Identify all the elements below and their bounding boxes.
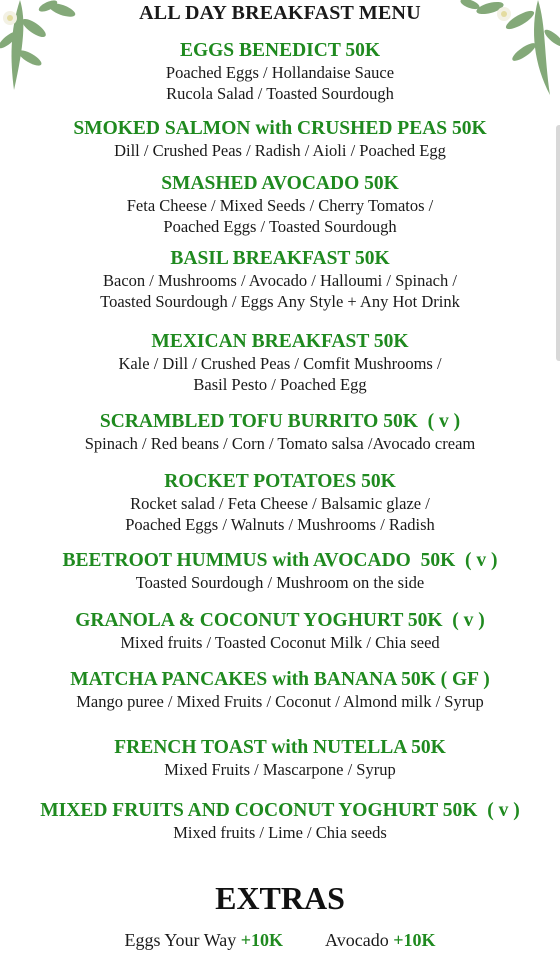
menu-item-desc: Poached Eggs / Walnuts / Mushrooms / Radish (125, 515, 435, 534)
menu-item-desc: Toasted Sourdough / Eggs Any Style + Any Hot Drink (100, 292, 460, 311)
menu-item-name: MIXED FRUITS AND COCONUT YOGHURT 50K ( v ) (40, 800, 520, 821)
menu-item-desc: Mango puree / Mixed Fruits / Coconut / Almond milk / Syrup (76, 692, 484, 711)
extras-item (325, 930, 435, 951)
menu-item-name: EGGS BENEDICT 50K (179, 40, 381, 61)
menu-item-desc: Mixed fruits / Toasted Coconut Milk / Chia seed (120, 633, 440, 652)
menu-item (0, 550, 560, 593)
extras-list (0, 930, 560, 951)
menu-item-desc: Poached Eggs / Hollandaise Sauce (165, 63, 395, 82)
menu-item-desc: Basil Pesto / Poached Egg (193, 375, 367, 394)
menu-item-name: BASIL BREAKFAST 50K (170, 248, 390, 269)
menu-item-name: MEXICAN BREAKFAST 50K (151, 331, 409, 352)
extras-item-price: +10K (393, 930, 436, 950)
menu-item-desc: Rucola Salad / Toasted Sourdough (166, 84, 394, 103)
menu-item (0, 173, 560, 237)
menu-item-desc: Bacon / Mushrooms / Avocado / Halloumi / Spinach / (103, 271, 457, 290)
menu-item-desc: Poached Eggs / Toasted Sourdough (163, 217, 397, 236)
menu-item (0, 118, 560, 161)
menu-item (0, 737, 560, 780)
menu-item-name: SMOKED SALMON with CRUSHED PEAS 50K (73, 118, 487, 139)
menu-item-desc: Feta Cheese / Mixed Seeds / Cherry Tomatos / (126, 196, 434, 215)
menu-item-name: GRANOLA & COCONUT YOGHURT 50K ( v ) (75, 610, 485, 631)
menu-item (0, 40, 560, 104)
menu-item-name: ROCKET POTATOES 50K (164, 471, 396, 492)
menu-item-desc: Mixed fruits / Lime / Chia seeds (173, 823, 387, 842)
menu-item-desc: Toasted Sourdough / Mushroom on the side (135, 573, 425, 592)
menu-item (0, 471, 560, 535)
extras-title: EXTRAS (215, 880, 345, 916)
menu-item (0, 331, 560, 395)
extras-item-label: Eggs Your Way (124, 930, 237, 950)
menu-item (0, 411, 560, 454)
menu-item (0, 248, 560, 312)
menu-item (0, 669, 560, 712)
menu-title: ALL DAY BREAKFAST MENU (139, 2, 421, 24)
menu-item-desc: Mixed Fruits / Mascarpone / Syrup (164, 760, 396, 779)
menu-item-desc: Spinach / Red beans / Corn / Tomato salsa /Avocado cream (84, 434, 476, 453)
menu-item-desc: Kale / Dill / Crushed Peas / Comfit Mushrooms / (118, 354, 442, 373)
extras-item-price: +10K (240, 930, 284, 950)
menu-item-name: FRENCH TOAST with NUTELLA 50K (114, 737, 446, 758)
menu-item-desc: Rocket salad / Feta Cheese / Balsamic glaze / (130, 494, 430, 513)
menu-item (0, 610, 560, 653)
menu-item-name: BEETROOT HUMMUS with AVOCADO 50K ( v ) (62, 550, 498, 571)
menu-item-name: SCRAMBLED TOFU BURRITO 50K ( v ) (99, 411, 461, 432)
extras-item-label: Avocado (325, 930, 389, 950)
menu-item-name: SMASHED AVOCADO 50K (161, 173, 399, 194)
menu-item-name: MATCHA PANCAKES with BANANA 50K ( GF ) (70, 669, 490, 690)
menu-item-desc: Dill / Crushed Peas / Radish / Aioli / Poached Egg (114, 141, 446, 160)
extras-item (125, 930, 284, 951)
menu-item (0, 800, 560, 843)
